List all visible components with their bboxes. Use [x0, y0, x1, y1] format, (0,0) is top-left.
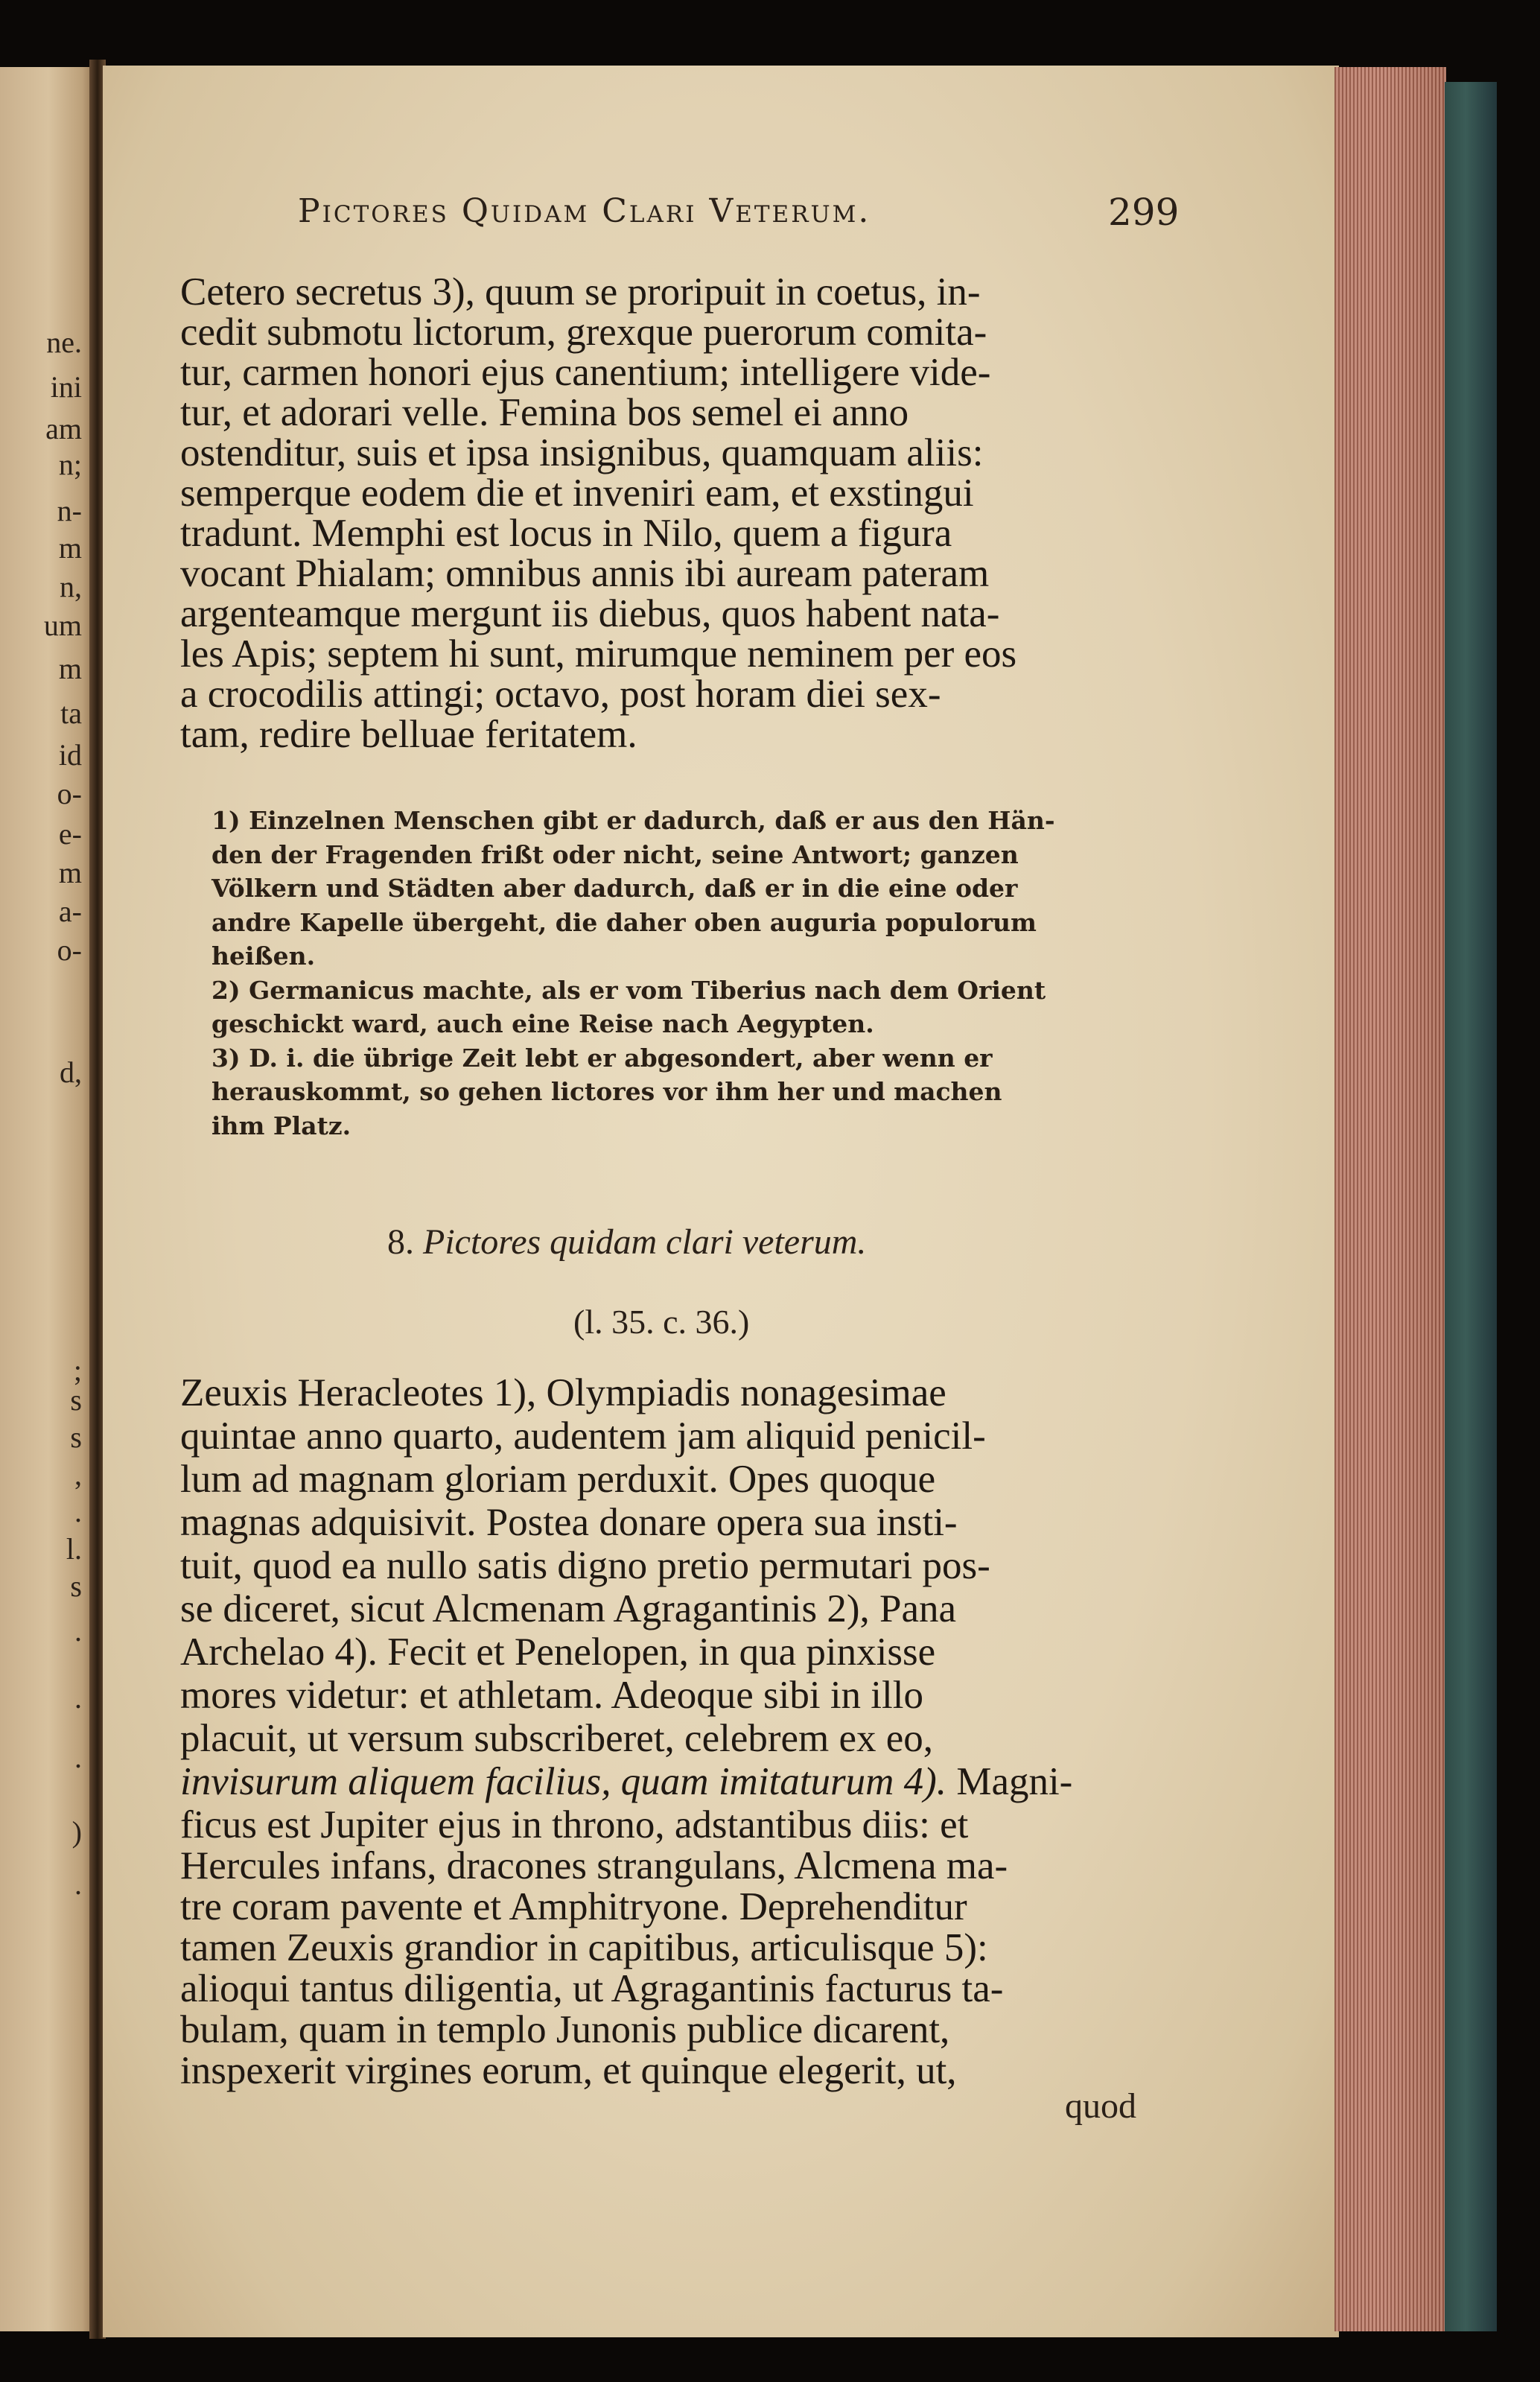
section-heading: [387, 1222, 866, 1263]
footnote-line: 2) Germanicus machte, als er vom Tiberius nach dem Orient: [211, 975, 1046, 1005]
footnote-line: geschickt ward, auch eine Reise nach Aegypten.: [211, 1009, 874, 1038]
text-line: tre coram pavente et Amphitryone. Deprehenditur: [180, 1885, 967, 1928]
section-number: 8.: [387, 1222, 414, 1262]
text-line: Cetero secretus 3), quum se proripuit in coetus, in-: [180, 270, 981, 314]
left-page-text: um: [43, 609, 82, 642]
text-line: alioqui tantus diligentia, ut Agragantinis facturus ta-: [180, 1967, 1004, 2010]
footnote-line: herauskommt, so gehen lictores vor ihm her und machen: [211, 1077, 1002, 1106]
left-page-text: m: [58, 531, 82, 565]
italic-quote: invisurum aliquem facilius, quam imitaturum 4).: [180, 1760, 947, 1803]
text-line: tam, redire belluae feritatem.: [180, 713, 637, 756]
text-line: cedit submotu lictorum, grexque puerorum comita-: [180, 311, 987, 354]
left-page-text: n,: [60, 570, 82, 603]
section-title: Pictores quidam clari veterum.: [423, 1222, 867, 1262]
page-number: 299: [1108, 191, 1180, 234]
text-line: tamen Zeuxis grandior in capitibus, articulisque 5):: [180, 1926, 988, 1969]
text-line: Archelao 4). Fecit et Penelopen, in qua pinxisse: [180, 1630, 936, 1674]
left-page-text: d,: [60, 1055, 82, 1089]
text-line: mores videtur: et athletam. Adeoque sibi in illo: [180, 1674, 923, 1717]
left-page-text: ): [71, 1815, 82, 1849]
text-line: semperque eodem die et inveniri eam, et exstingui: [180, 471, 974, 515]
quote-line: [180, 1759, 1072, 1804]
text-line: Hercules infans, dracones strangulans, Alcmena ma-: [180, 1844, 1008, 1887]
footnote-line: heißen.: [211, 941, 316, 971]
left-page-text: m: [58, 856, 82, 889]
running-title: Pictores Quidam Clari Veterum.: [298, 192, 871, 230]
text-line: ostenditur, suis et ipsa insignibus, quamquam aliis:: [180, 431, 984, 474]
text-line: bulam, quam in templo Junonis publice dicarent,: [180, 2008, 950, 2051]
text-line: inspexerit virgines eorum, et quinque elegerit, ut,: [180, 2049, 957, 2092]
text-line: Zeuxis Heracleotes 1), Olympiadis nonagesimae: [180, 1371, 946, 1414]
footnote-line: ihm Platz.: [211, 1111, 351, 1140]
text-line: placuit, ut versum subscriberet, celebrem ex eo,: [180, 1717, 934, 1760]
footnote-line: den der Fragenden frißt oder nicht, seine Antwort; ganzen: [211, 839, 1019, 869]
text-line: a crocodilis attingi; octavo, post horam diei sex-: [180, 673, 941, 716]
left-page-text: o-: [57, 777, 82, 810]
left-page-text: e-: [58, 817, 82, 851]
left-page-text: .: [74, 1741, 82, 1774]
text-line: tur, carmen honori ejus canentium; intelligere vide-: [180, 351, 991, 394]
left-page-text: m: [58, 652, 82, 685]
footnote-line: andre Kapelle übergeht, die daher oben auguria populorum: [211, 907, 1037, 937]
quote-continuation: Magni-: [946, 1760, 1073, 1803]
left-page-text: am: [45, 412, 82, 445]
text-line: ficus est Jupiter ejus in throno, adstantibus diis: et: [180, 1803, 969, 1846]
text-line: les Apis; septem hi sunt, mirumque neminem per eos: [180, 632, 1017, 676]
left-page-text: ne.: [46, 325, 82, 359]
page-edges: [1334, 67, 1446, 2331]
left-page-text: n-: [57, 494, 82, 527]
left-page-text: o-: [57, 933, 82, 967]
left-page-text: .: [74, 1867, 82, 1901]
left-page-text: ;: [73, 1353, 82, 1387]
left-page-text: .: [74, 1681, 82, 1715]
left-page-text: n;: [58, 448, 82, 481]
left-page-text: ,: [74, 1458, 82, 1491]
catchword: quod: [1065, 2086, 1136, 2126]
footnote-line: 3) D. i. die übrige Zeit lebt er abgesondert, aber wenn er: [211, 1043, 993, 1073]
section-reference: (l. 35. c. 36.): [573, 1303, 750, 1341]
text-line: tur, et adorari velle. Femina bos semel ei anno: [180, 391, 909, 434]
left-page-text: s: [70, 1420, 82, 1454]
left-page-text: l.: [66, 1532, 82, 1566]
left-page-text: ini: [50, 370, 82, 404]
text-line: tuit, quod ea nullo satis digno pretio permutari pos-: [180, 1544, 990, 1587]
left-page-fragment: [0, 67, 97, 2331]
left-page-text: ta: [60, 696, 82, 730]
text-line: se diceret, sicut Alcmenam Agragantinis 2), Pana: [180, 1587, 957, 1630]
left-page-text: .: [74, 1614, 82, 1648]
left-page-text: .: [74, 1495, 82, 1528]
left-page-text: s: [70, 1569, 82, 1603]
left-page-text: a-: [58, 895, 82, 928]
text-line: quintae anno quarto, audentem jam aliquid penicil-: [180, 1414, 986, 1458]
footnote-line: Völkern und Städten aber dadurch, daß er in die eine oder: [211, 874, 1018, 903]
left-page-text: s: [70, 1383, 82, 1417]
footnote-line: 1) Einzelnen Menschen gibt er dadurch, daß er aus den Hän-: [211, 806, 1055, 835]
text-line: lum ad magnam gloriam perduxit. Opes quoque: [180, 1458, 936, 1501]
text-line: argenteamque mergunt iis diebus, quos habent nata-: [180, 592, 1000, 635]
left-page-text: id: [58, 738, 82, 772]
text-line: tradunt. Memphi est locus in Nilo, quem a figura: [180, 512, 952, 555]
text-line: vocant Phialam; omnibus annis ibi auream pateram: [180, 552, 990, 595]
book-cover-edge: [1445, 82, 1497, 2331]
text-line: magnas adquisivit. Postea donare opera sua insti-: [180, 1501, 958, 1544]
